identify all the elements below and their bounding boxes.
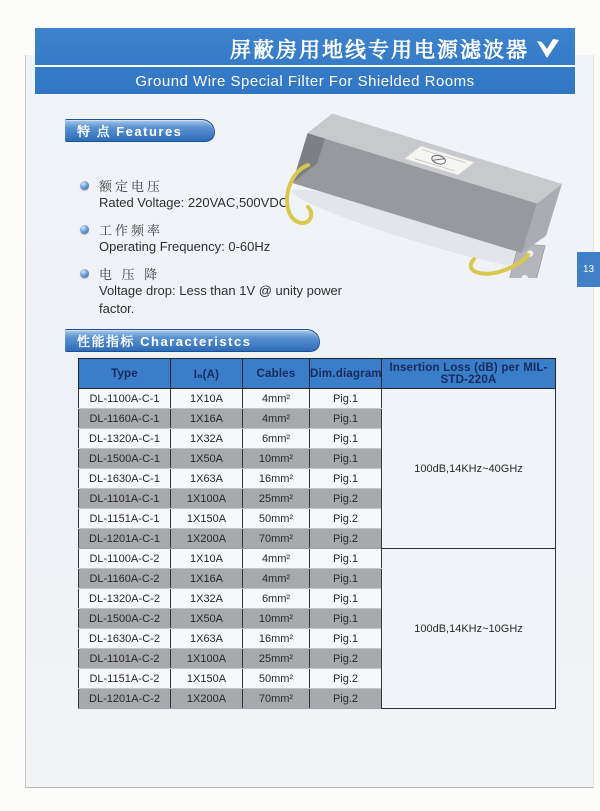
table-cell: 70mm² <box>243 689 310 709</box>
table-cell: 1X32A <box>171 429 243 449</box>
bullet-icon <box>80 269 89 278</box>
table-cell: DL-1320A-C-1 <box>79 429 171 449</box>
table-cell: 4mm² <box>243 569 310 589</box>
table-cell: Pig.2 <box>310 669 382 689</box>
table-cell: 4mm² <box>243 409 310 429</box>
table-cell: 25mm² <box>243 489 310 509</box>
table-cell: DL-1201A-C-2 <box>79 689 171 709</box>
table-cell: Pig.2 <box>310 489 382 509</box>
table-row <box>79 389 556 409</box>
table-cell: DL-1160A-C-1 <box>79 409 171 429</box>
table-cell: 1X10A <box>171 389 243 409</box>
table-cell: 16mm² <box>243 629 310 649</box>
table-cell: DL-1101A-C-2 <box>79 649 171 669</box>
table-cell: DL-1100A-C-2 <box>79 549 171 569</box>
table-cell: 50mm² <box>243 669 310 689</box>
table-row <box>79 549 556 569</box>
feature-en-text: Voltage drop: Less than 1V @ unity power factor. <box>99 283 343 316</box>
table-cell: 1X32A <box>171 589 243 609</box>
table-cell: 10mm² <box>243 449 310 469</box>
table-cell: DL-1500A-C-2 <box>79 609 171 629</box>
insertion-loss-cell-group-1: 100dB,14KHz~10GHz <box>382 549 556 709</box>
char-table-body <box>79 389 556 709</box>
table-cell: 70mm² <box>243 529 310 549</box>
feature-en-text: Rated Voltage: 220VAC,500VDC <box>99 195 289 210</box>
table-cell: DL-1320A-C-2 <box>79 589 171 609</box>
table-header-row <box>79 359 556 389</box>
header-banner <box>35 28 575 94</box>
table-cell: 1X50A <box>171 609 243 629</box>
table-cell: DL-1630A-C-1 <box>79 469 171 489</box>
features-section-tab <box>65 119 215 142</box>
features-tab-label: 特 点 Features <box>77 124 183 139</box>
table-cell: 1X10A <box>171 549 243 569</box>
table-cell: 6mm² <box>243 429 310 449</box>
table-cell: DL-1630A-C-2 <box>79 629 171 649</box>
table-cell: 25mm² <box>243 649 310 669</box>
characteristics-section-tab <box>65 329 320 352</box>
page-title-english: Ground Wire Special Filter For Shielded Rooms <box>135 73 475 90</box>
col-header-type: Type <box>79 359 171 389</box>
table-cell: 1X200A <box>171 689 243 709</box>
table-cell: DL-1201A-C-1 <box>79 529 171 549</box>
table-cell: DL-1100A-C-1 <box>79 389 171 409</box>
table-cell: 4mm² <box>243 549 310 569</box>
col-header-cables: Cables <box>243 359 310 389</box>
banner-divider <box>35 65 575 67</box>
table-cell: 16mm² <box>243 469 310 489</box>
table-cell: Pig.1 <box>310 609 382 629</box>
page-number: 13 <box>582 264 595 275</box>
col-header-insertion-loss: Insertion Loss (dB) per MIL-STD-220A <box>382 359 556 389</box>
table-cell: Pig.1 <box>310 429 382 449</box>
table-cell: Pig.2 <box>310 529 382 549</box>
table-cell: Pig.1 <box>310 589 382 609</box>
table-cell: Pig.1 <box>310 549 382 569</box>
table-cell: 1X63A <box>171 469 243 489</box>
page-title-chinese <box>230 33 561 65</box>
table-cell: 1X63A <box>171 629 243 649</box>
table-cell: Pig.2 <box>310 649 382 669</box>
table-cell: Pig.1 <box>310 449 382 469</box>
table-cell: Pig.1 <box>310 389 382 409</box>
feature-zh-text: 工作频率 <box>99 222 164 238</box>
filter-box <box>281 108 565 278</box>
feature-zh-text: 额定电压 <box>99 178 164 194</box>
table-cell: DL-1151A-C-2 <box>79 669 171 689</box>
table-cell: DL-1160A-C-2 <box>79 569 171 589</box>
table-cell: DL-1151A-C-1 <box>79 509 171 529</box>
table-cell: 1X100A <box>171 649 243 669</box>
table-cell: DL-1101A-C-1 <box>79 489 171 509</box>
table-cell: 4mm² <box>243 389 310 409</box>
table-cell: 50mm² <box>243 509 310 529</box>
table-cell: 1X150A <box>171 509 243 529</box>
table-cell: Pig.1 <box>310 469 382 489</box>
table-cell: Pig.1 <box>310 629 382 649</box>
table-cell: 1X50A <box>171 449 243 469</box>
characteristics-tab-label: 性能指标 Characteristcs <box>77 334 252 349</box>
table-cell: 1X150A <box>171 669 243 689</box>
page-title-chinese-text: 屏蔽房用地线专用电源滤波器 <box>230 39 529 62</box>
bullet-icon <box>80 181 89 190</box>
table-cell: 1X100A <box>171 489 243 509</box>
table-cell: Pig.1 <box>310 409 382 429</box>
insertion-loss-cell-group-0: 100dB,14KHz~40GHz <box>382 389 556 549</box>
table-cell: 1X16A <box>171 569 243 589</box>
table-cell: 6mm² <box>243 589 310 609</box>
table-cell: DL-1500A-C-1 <box>79 449 171 469</box>
product-photo <box>278 103 578 278</box>
bullet-icon <box>80 225 89 234</box>
characteristics-table <box>78 358 556 709</box>
table-cell: Pig.2 <box>310 509 382 529</box>
feature-zh-text: 电 压 降 <box>99 266 161 282</box>
down-right-arrow-icon <box>535 37 561 61</box>
col-header-dim-diagram: Dim.diagram <box>310 359 382 389</box>
page-number-tab <box>577 252 600 287</box>
table-cell: Pig.2 <box>310 689 382 709</box>
table-cell: 1X200A <box>171 529 243 549</box>
table-cell: Pig.1 <box>310 569 382 589</box>
table-cell: 1X16A <box>171 409 243 429</box>
col-header-current: Iₙ(A) <box>171 359 243 389</box>
table-cell: 10mm² <box>243 609 310 629</box>
feature-en-text: Operating Frequency: 0-60Hz <box>99 239 271 254</box>
